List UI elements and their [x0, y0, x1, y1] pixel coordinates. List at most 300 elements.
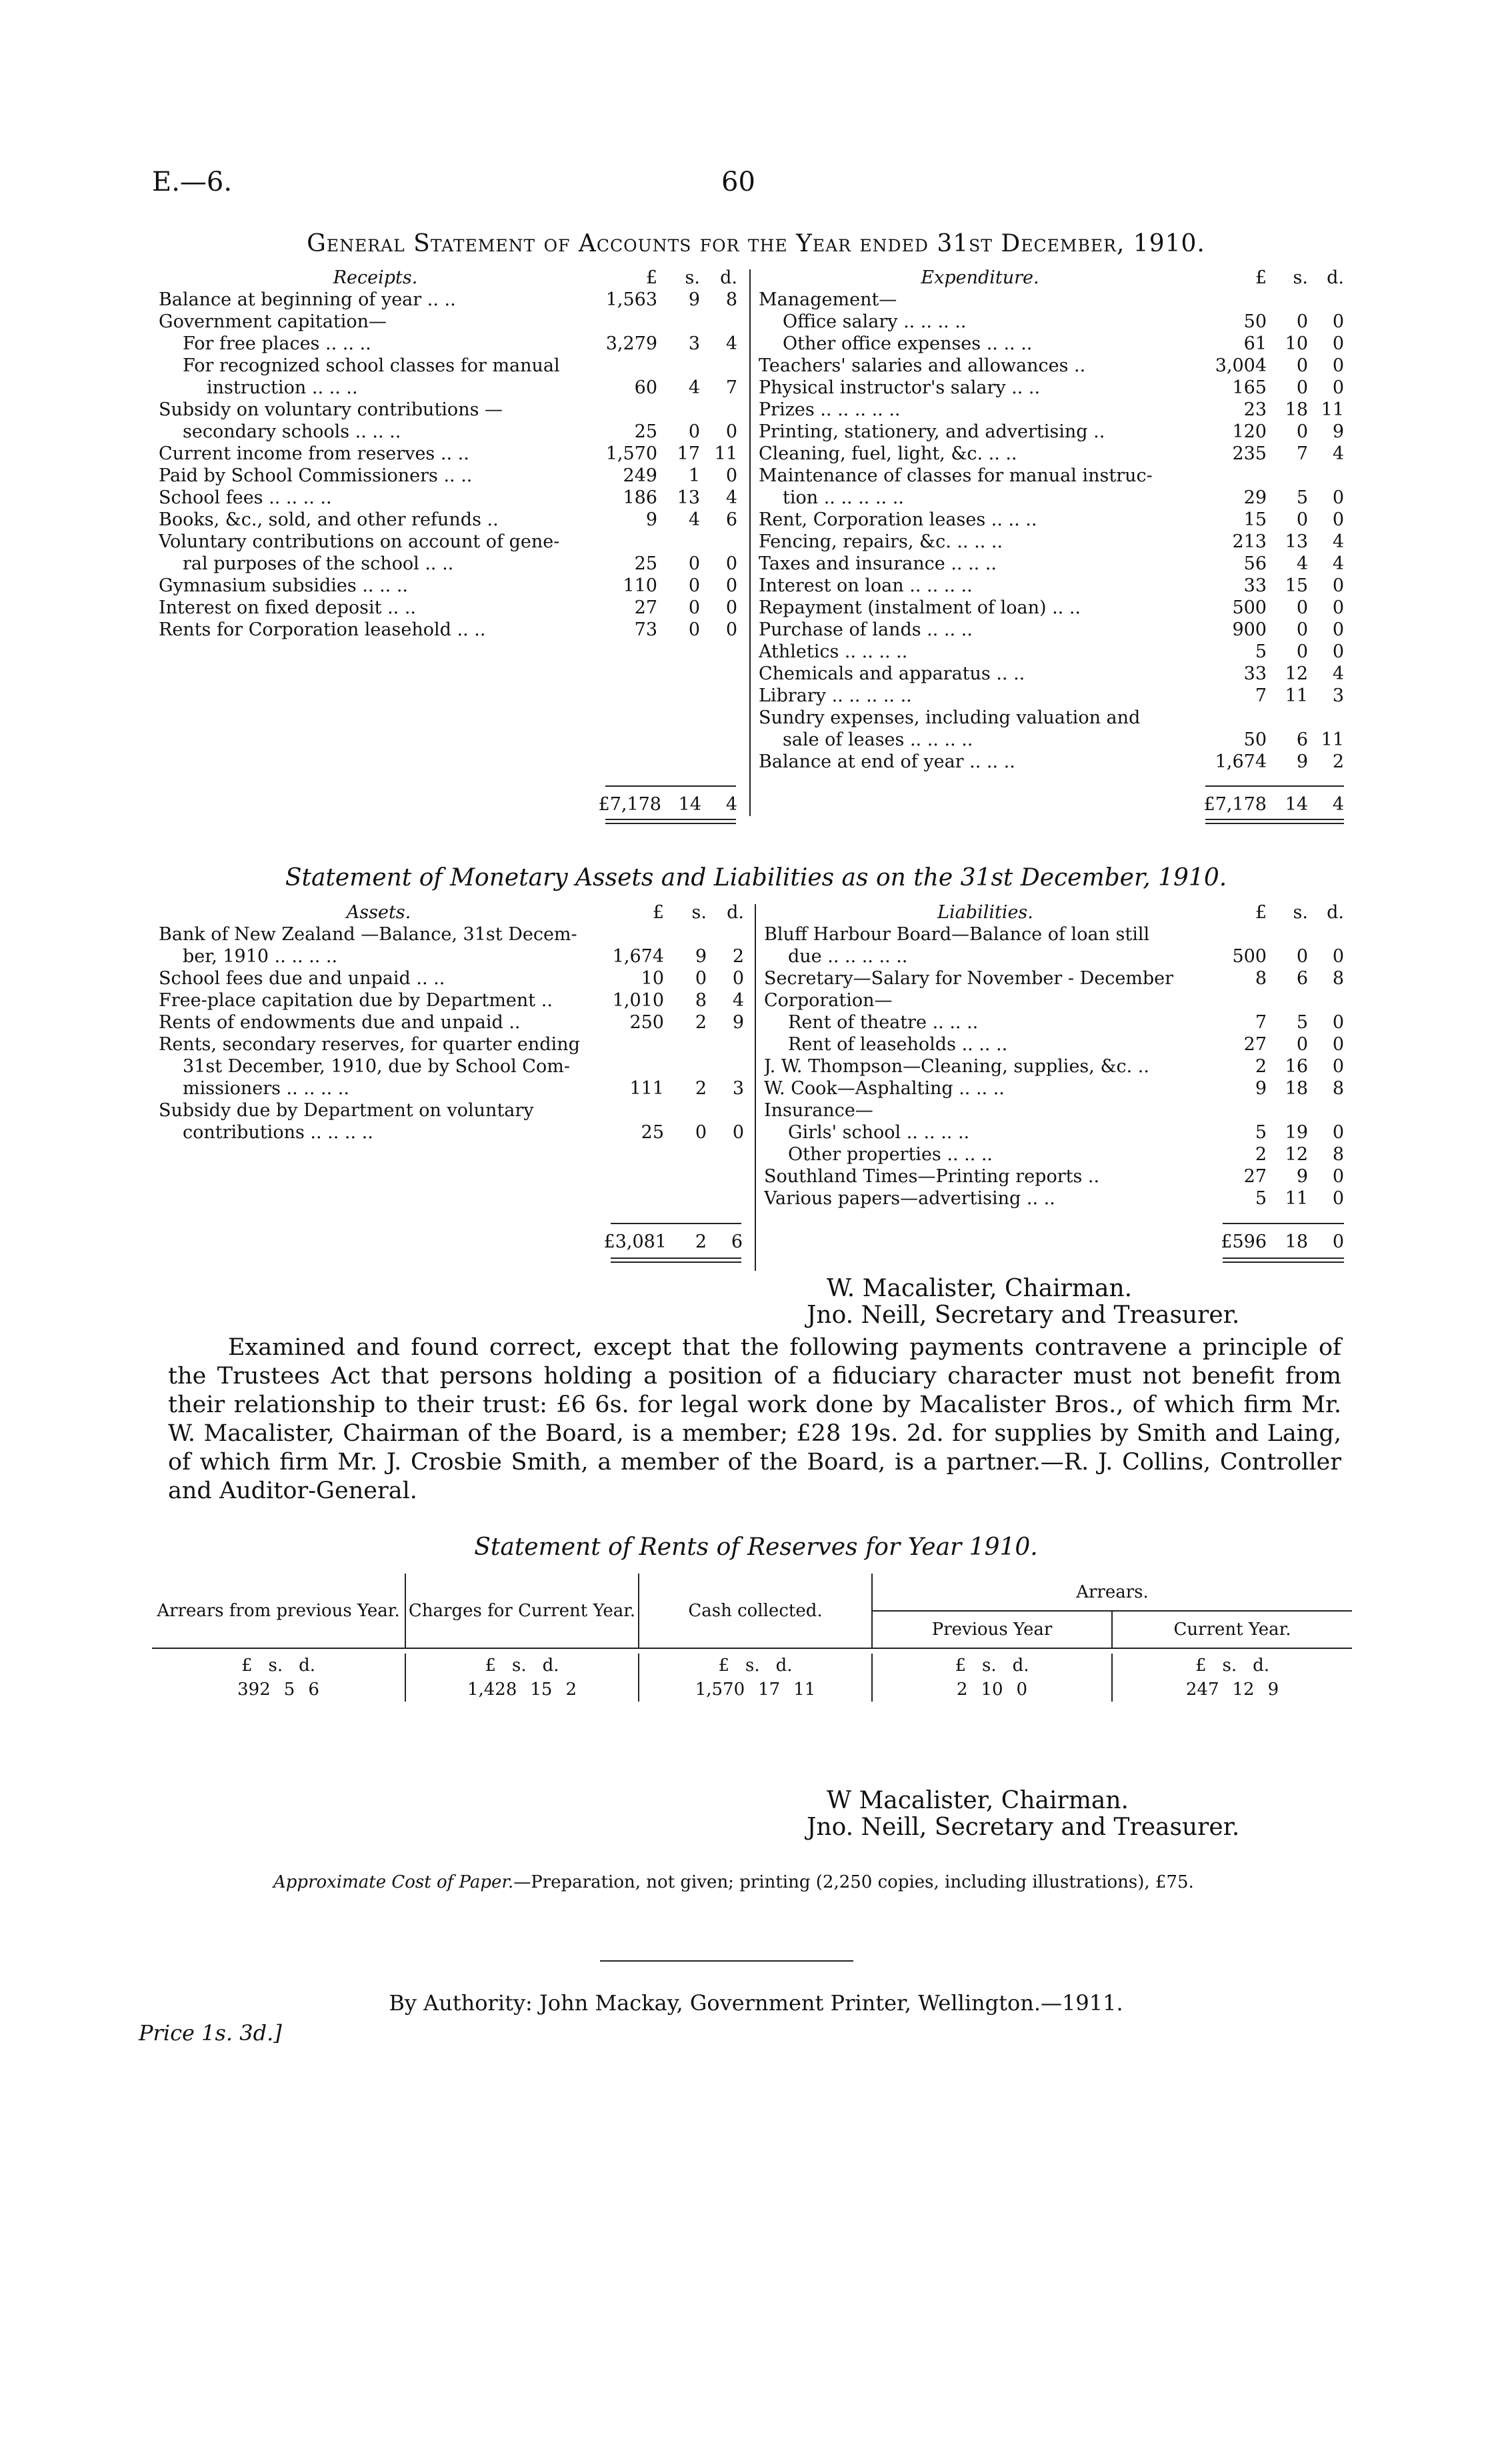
liability-row — [764, 945, 1344, 967]
item-label: Sundry expenses, including valuation and — [759, 707, 1141, 728]
asset-row — [159, 1077, 744, 1099]
receipt-row — [159, 531, 737, 553]
receipt-row — [159, 377, 737, 399]
item-pounds: 8 — [1255, 968, 1267, 989]
pounds-col-header: £ — [645, 267, 657, 288]
item-pounds: 165 — [1232, 377, 1267, 398]
rents-header-arrears: Arrears. — [872, 1574, 1352, 1611]
item-pence: 8 — [1332, 1078, 1344, 1099]
pence-col-header: d. — [720, 267, 737, 288]
item-pence: 0 — [725, 575, 737, 596]
item-label: secondary schools .. .. .. — [183, 421, 401, 442]
item-pounds: 5 — [1255, 641, 1267, 662]
receipt-row — [159, 289, 737, 311]
liabilities-total-pounds: £596 — [1221, 1232, 1267, 1252]
item-pounds: 500 — [1232, 946, 1267, 967]
item-label: Other office expenses .. .. .. — [783, 333, 1033, 354]
item-label: Balance at end of year .. .. .. — [759, 751, 1015, 772]
item-pounds: 7 — [1255, 685, 1267, 706]
rents-currency-header — [872, 1654, 1112, 1678]
item-label: Cleaning, fuel, light, &c. .. .. — [759, 443, 1017, 464]
item-pence: 0 — [1332, 575, 1344, 596]
pence-col-header: d. — [1327, 267, 1344, 288]
item-label: Bluff Harbour Board—Balance of loan still — [764, 924, 1150, 945]
item-shillings: 0 — [1296, 946, 1308, 967]
item-label: Subsidy on voluntary contributions — — [159, 399, 503, 420]
item-label: Insurance— — [764, 1100, 873, 1121]
assets-heading: Assets. — [346, 902, 411, 923]
item-pence: 9 — [1332, 421, 1344, 442]
rents-header-current-year: Current Year. — [1173, 1620, 1291, 1640]
item-label: Corporation— — [764, 990, 893, 1011]
assets-double-rule — [611, 1258, 741, 1263]
item-shillings: 0 — [1296, 641, 1308, 662]
rents-value-pounds: 1,428 — [467, 1680, 517, 1700]
asset-row — [159, 967, 744, 989]
item-pence: 0 — [732, 968, 744, 989]
currency-label: d. — [775, 1656, 793, 1676]
item-pence: 0 — [1332, 1166, 1344, 1187]
chairman-signature: W. Macalister, Chairman. — [827, 1275, 1133, 1302]
item-label: W. Cook—Asphalting .. .. .. — [764, 1078, 1005, 1099]
item-shillings: 0 — [1296, 377, 1308, 398]
liability-row — [764, 989, 1344, 1011]
item-shillings: 5 — [1296, 1012, 1308, 1033]
expenditure-table — [759, 267, 1344, 773]
rents-value-shillings: 17 — [758, 1680, 781, 1700]
liability-row — [764, 1099, 1344, 1121]
item-pence: 8 — [725, 289, 737, 310]
item-pence: 7 — [725, 377, 737, 398]
item-label: School fees due and unpaid .. .. — [159, 968, 445, 989]
item-pence: 0 — [1332, 946, 1344, 967]
item-pounds: 3,279 — [605, 333, 657, 354]
item-shillings: 6 — [1296, 968, 1308, 989]
rents-value — [639, 1678, 872, 1702]
item-label: ral purposes of the school .. .. — [183, 553, 454, 574]
item-pounds: 23 — [1243, 399, 1267, 420]
expenditure-row — [759, 487, 1344, 509]
item-label: Physical instructor's salary .. .. — [759, 377, 1041, 398]
item-pounds: 27 — [1243, 1034, 1267, 1055]
item-shillings: 8 — [695, 990, 707, 1011]
rents-value-shillings: 5 — [283, 1680, 295, 1700]
item-pence: 6 — [725, 509, 737, 530]
item-pence: 0 — [725, 597, 737, 618]
liabilities-total — [1204, 1231, 1344, 1253]
item-shillings: 0 — [688, 597, 700, 618]
item-pence: 0 — [1332, 487, 1344, 508]
receipt-row — [159, 333, 737, 355]
receipt-row — [159, 311, 737, 333]
column-divider — [749, 269, 751, 816]
receipts-table — [159, 267, 737, 641]
item-pence: 3 — [732, 1078, 744, 1099]
item-pence: 0 — [1332, 311, 1344, 332]
item-label: Other properties .. .. .. — [788, 1144, 993, 1165]
item-pence: 0 — [1332, 355, 1344, 376]
item-pounds: 25 — [634, 421, 657, 442]
item-pence: 0 — [1332, 619, 1344, 640]
item-pounds: 249 — [623, 465, 657, 486]
item-label: 31st December, 1910, due by School Com- — [183, 1056, 570, 1077]
receipt-row — [159, 465, 737, 487]
pounds-col-header: £ — [1255, 902, 1267, 923]
expenditure-row — [759, 685, 1344, 707]
rents-value-pence: 11 — [793, 1680, 816, 1700]
currency-label: d. — [1012, 1656, 1029, 1676]
asset-row — [159, 989, 744, 1011]
currency-label: d. — [1253, 1656, 1270, 1676]
rents-value-pence: 2 — [565, 1680, 577, 1700]
expenditure-row — [759, 333, 1344, 355]
item-shillings: 4 — [1296, 553, 1308, 574]
liabilities-table — [764, 901, 1344, 1209]
expenditure-row — [759, 619, 1344, 641]
receipt-row — [159, 487, 737, 509]
item-shillings: 16 — [1285, 1056, 1308, 1077]
cost-note — [273, 1872, 1194, 1892]
liability-row — [764, 1187, 1344, 1209]
liability-row — [764, 923, 1344, 945]
item-label: Teachers' salaries and allowances .. — [759, 355, 1086, 376]
cost-note-text: —Preparation, not given; printing (2,250 copies, including illustrations), £75. — [513, 1872, 1194, 1892]
item-pence: 2 — [732, 946, 744, 967]
item-pence: 0 — [1332, 377, 1344, 398]
rents-value — [152, 1678, 405, 1702]
currency-label: s. — [268, 1656, 283, 1676]
item-pence: 8 — [1332, 968, 1344, 989]
rents-value-pounds: 247 — [1185, 1680, 1219, 1700]
rents-header-arrears-previous: Arrears from previous Year. — [152, 1574, 405, 1648]
item-pence: 0 — [1332, 1034, 1344, 1055]
item-pounds: 111 — [629, 1078, 664, 1099]
liability-row — [764, 1143, 1344, 1165]
item-shillings: 2 — [695, 1078, 707, 1099]
secretary-signature-2: Jno. Neill, Secretary and Treasurer. — [807, 1814, 1240, 1841]
item-pounds: 900 — [1232, 619, 1267, 640]
item-pence: 0 — [1332, 641, 1344, 662]
item-shillings: 11 — [1285, 685, 1308, 706]
item-label: ber, 1910 .. .. .. .. — [183, 946, 338, 967]
rents-value-pence: 6 — [308, 1680, 319, 1700]
item-pounds: 50 — [1243, 729, 1267, 750]
expenditure-heading: Expenditure. — [921, 267, 1039, 288]
liabilities-total-shillings: 18 — [1285, 1232, 1308, 1252]
item-label: Rents of endowments due and unpaid .. — [159, 1012, 521, 1033]
item-shillings: 0 — [1296, 597, 1308, 618]
document-reference: E.—6. — [152, 167, 233, 197]
expenditure-row — [759, 311, 1344, 333]
liability-row — [764, 1121, 1344, 1143]
rents-header-previous-year: Previous Year — [872, 1611, 1112, 1648]
item-label: Interest on loan .. .. .. .. — [759, 575, 973, 596]
item-label: Prizes .. .. .. .. .. — [759, 399, 901, 420]
item-label: Management— — [759, 289, 897, 310]
item-pounds: 15 — [1243, 509, 1267, 530]
item-shillings: 7 — [1296, 443, 1308, 464]
item-shillings: 19 — [1285, 1122, 1308, 1143]
currency-label: £ — [241, 1656, 253, 1676]
item-pounds: 500 — [1232, 597, 1267, 618]
item-pounds: 5 — [1255, 1122, 1267, 1143]
item-pence: 0 — [1332, 509, 1344, 530]
currency-label: s. — [1222, 1656, 1237, 1676]
currency-label: d. — [299, 1656, 316, 1676]
item-label: Gymnasium subsidies .. .. .. — [159, 575, 408, 596]
rents-currency-header — [152, 1654, 405, 1678]
item-shillings: 3 — [688, 333, 700, 354]
item-shillings: 13 — [1285, 531, 1308, 552]
item-shillings: 0 — [695, 968, 707, 989]
currency-label: £ — [955, 1656, 966, 1676]
currency-label: s. — [745, 1656, 760, 1676]
shillings-col-header: s. — [685, 267, 700, 288]
general-statement-title: General Statement of Accounts for the Year ended 31st December, 1910. — [307, 230, 1205, 257]
item-pence: 4 — [1332, 443, 1344, 464]
item-pence: 11 — [714, 443, 737, 464]
item-pence: 4 — [732, 990, 744, 1011]
expenditure-total — [1197, 793, 1344, 815]
item-pounds: 1,570 — [605, 443, 657, 464]
cost-note-label: Approximate Cost of Paper. — [273, 1872, 514, 1892]
item-pounds: 1,674 — [1215, 751, 1267, 772]
asset-row — [159, 1121, 744, 1143]
item-shillings: 0 — [1296, 619, 1308, 640]
item-label: Rent, Corporation leases .. .. .. — [759, 509, 1037, 530]
item-pounds: 1,010 — [612, 990, 664, 1011]
item-pence: 0 — [732, 1122, 744, 1143]
item-pence: 9 — [732, 1012, 744, 1033]
item-label: Girls' school .. .. .. .. — [788, 1122, 970, 1143]
item-label: For free places .. .. .. — [183, 333, 371, 354]
item-shillings: 0 — [688, 421, 700, 442]
shillings-col-header: s. — [1293, 267, 1308, 288]
item-shillings: 0 — [688, 619, 700, 640]
item-shillings: 0 — [1296, 311, 1308, 332]
currency-label: d. — [542, 1656, 559, 1676]
item-label: Bank of New Zealand —Balance, 31st Decem- — [159, 924, 577, 945]
column-divider — [755, 904, 756, 1271]
item-label: Balance at beginning of year .. .. — [159, 289, 456, 310]
assets-total-shillings: 2 — [695, 1232, 707, 1252]
item-pounds: 5 — [1255, 1188, 1267, 1209]
receipt-row — [159, 575, 737, 597]
pounds-col-header: £ — [652, 902, 664, 923]
item-shillings: 9 — [688, 289, 700, 310]
item-pence: 0 — [725, 465, 737, 486]
expenditure-row — [759, 399, 1344, 421]
item-label: Printing, stationery, and advertising .. — [759, 421, 1105, 442]
expenditure-row — [759, 377, 1344, 399]
item-label: Rent of theatre .. .. .. — [788, 1012, 979, 1033]
item-label: missioners .. .. .. .. — [183, 1078, 349, 1099]
liability-row — [764, 1165, 1344, 1187]
expenditure-double-rule — [1205, 819, 1344, 824]
shillings-col-header: s. — [1293, 902, 1308, 923]
item-shillings: 12 — [1285, 1144, 1308, 1165]
item-shillings: 0 — [1296, 1034, 1308, 1055]
receipt-row — [159, 355, 737, 377]
currency-label: s. — [512, 1656, 527, 1676]
item-pounds: 2 — [1255, 1056, 1267, 1077]
liabilities-total-rule — [1223, 1223, 1344, 1224]
item-shillings: 6 — [1296, 729, 1308, 750]
asset-row — [159, 1033, 744, 1055]
item-pounds: 9 — [1255, 1078, 1267, 1099]
price: Price 1s. 3d.] — [139, 2020, 282, 2046]
expenditure-row — [759, 751, 1344, 773]
item-shillings: 10 — [1285, 333, 1308, 354]
receipt-row — [159, 509, 737, 531]
item-pounds: 235 — [1232, 443, 1267, 464]
asset-row — [159, 923, 744, 945]
rents-value-pence: 9 — [1267, 1680, 1279, 1700]
item-shillings: 15 — [1285, 575, 1308, 596]
expenditure-total-shillings: 14 — [1285, 794, 1308, 815]
assets-total-pounds: £3,081 — [603, 1232, 667, 1252]
receipt-row — [159, 399, 737, 421]
item-shillings: 11 — [1285, 1188, 1308, 1209]
receipt-row — [159, 553, 737, 575]
item-label: Government capitation— — [159, 311, 387, 332]
item-pounds: 213 — [1232, 531, 1267, 552]
expenditure-row — [759, 355, 1344, 377]
item-pence: 11 — [1321, 729, 1344, 750]
expenditure-row — [759, 663, 1344, 685]
item-pounds: 10 — [641, 968, 664, 989]
asset-row — [159, 945, 744, 967]
rents-value-shillings: 10 — [981, 1680, 1003, 1700]
item-label: Rents, secondary reserves, for quarter ending — [159, 1034, 580, 1055]
auditor-note — [168, 1334, 1341, 1506]
expenditure-row — [759, 289, 1344, 311]
currency-label: £ — [485, 1656, 496, 1676]
item-pence: 0 — [1332, 1122, 1344, 1143]
rents-header-cash-collected: Cash collected. — [639, 1574, 872, 1648]
expenditure-row — [759, 531, 1344, 553]
item-label: Taxes and insurance .. .. .. — [759, 553, 997, 574]
rents-value-pounds: 392 — [237, 1680, 271, 1700]
receipts-total-pence: 4 — [725, 794, 737, 815]
receipt-row — [159, 597, 737, 619]
item-pence: 0 — [1332, 597, 1344, 618]
rents-value — [872, 1678, 1112, 1702]
rents-value-shillings: 12 — [1232, 1680, 1255, 1700]
item-pence: 11 — [1321, 399, 1344, 420]
item-label: J. W. Thompson—Cleaning, supplies, &c. .. — [764, 1056, 1149, 1077]
item-pence: 4 — [1332, 531, 1344, 552]
liability-row — [764, 967, 1344, 989]
receipt-row — [159, 421, 737, 443]
pence-col-header: d. — [1327, 902, 1344, 923]
item-label: Library .. .. .. .. .. — [759, 685, 912, 706]
item-label: Voluntary contributions on account of gene- — [159, 531, 560, 552]
item-pence: 0 — [1332, 1012, 1344, 1033]
item-label: tion .. .. .. .. .. — [783, 487, 904, 508]
expenditure-row — [759, 421, 1344, 443]
rents-statement-title: Statement of Rents of Reserves for Year 1910. — [474, 1534, 1038, 1561]
expenditure-row — [759, 597, 1344, 619]
asset-row — [159, 1011, 744, 1033]
assets-liabilities-title: Statement of Monetary Assets and Liabilities as on the 31st December, 1910. — [285, 864, 1227, 891]
item-label: Athletics .. .. .. .. — [759, 641, 908, 662]
item-pence: 4 — [1332, 553, 1344, 574]
item-pounds: 27 — [634, 597, 657, 618]
receipts-total-rule — [605, 785, 736, 787]
liabilities-double-rule — [1223, 1258, 1344, 1263]
item-label: Interest on fixed deposit .. .. — [159, 597, 417, 618]
liabilities-total-pence: 0 — [1332, 1232, 1344, 1252]
rents-value-pounds: 2 — [956, 1680, 968, 1700]
liability-row — [764, 1077, 1344, 1099]
expenditure-total-pounds: £7,178 — [1203, 794, 1267, 815]
item-pounds: 27 — [1243, 1166, 1267, 1187]
item-shillings: 17 — [677, 443, 700, 464]
item-pounds: 1,563 — [605, 289, 657, 310]
item-pounds: 25 — [634, 553, 657, 574]
item-pence: 3 — [1332, 685, 1344, 706]
liabilities-heading: Liabilities. — [937, 902, 1033, 923]
item-label: Rents for Corporation leasehold .. .. — [159, 619, 486, 640]
item-shillings: 0 — [1296, 421, 1308, 442]
item-label: Office salary .. .. .. .. — [783, 311, 967, 332]
item-shillings: 4 — [688, 509, 700, 530]
item-label: instruction .. .. .. — [207, 377, 358, 398]
expenditure-total-pence: 4 — [1332, 794, 1344, 815]
liability-row — [764, 1055, 1344, 1077]
rents-value-pounds: 1,570 — [695, 1680, 745, 1700]
expenditure-total-rule — [1205, 785, 1344, 787]
item-pounds: 250 — [629, 1012, 664, 1033]
receipt-row — [159, 619, 737, 641]
item-pounds: 110 — [623, 575, 657, 596]
item-label: contributions .. .. .. .. — [183, 1122, 373, 1143]
item-shillings: 18 — [1285, 399, 1308, 420]
item-shillings: 0 — [695, 1122, 707, 1143]
item-pounds: 1,674 — [612, 946, 664, 967]
rents-value-shillings: 15 — [530, 1680, 553, 1700]
expenditure-row — [759, 443, 1344, 465]
expenditure-row — [759, 553, 1344, 575]
expenditure-row — [759, 641, 1344, 663]
asset-row — [159, 1099, 744, 1121]
expenditure-row — [759, 575, 1344, 597]
item-pence: 8 — [1332, 1144, 1344, 1165]
item-pence: 0 — [725, 421, 737, 442]
item-shillings: 9 — [1296, 1166, 1308, 1187]
rents-value — [1112, 1678, 1352, 1702]
item-shillings: 2 — [695, 1012, 707, 1033]
item-label: Current income from reserves .. .. — [159, 443, 469, 464]
rents-currency-header — [639, 1654, 872, 1678]
pence-col-header: d. — [727, 902, 744, 923]
liability-row — [764, 1033, 1344, 1055]
item-label: Chemicals and apparatus .. .. — [759, 663, 1025, 684]
item-pounds: 3,004 — [1215, 355, 1267, 376]
assets-total-pence: 6 — [731, 1232, 743, 1252]
expenditure-row — [759, 509, 1344, 531]
item-pounds: 120 — [1232, 421, 1267, 442]
expenditure-row — [759, 729, 1344, 751]
item-pounds: 61 — [1243, 333, 1267, 354]
receipts-total-shillings: 14 — [678, 794, 701, 815]
rents-value-pence: 0 — [1016, 1680, 1028, 1700]
item-pence: 4 — [725, 333, 737, 354]
expenditure-row — [759, 707, 1344, 729]
item-label: Southland Times—Printing reports .. — [764, 1166, 1100, 1187]
item-pounds: 33 — [1243, 663, 1267, 684]
